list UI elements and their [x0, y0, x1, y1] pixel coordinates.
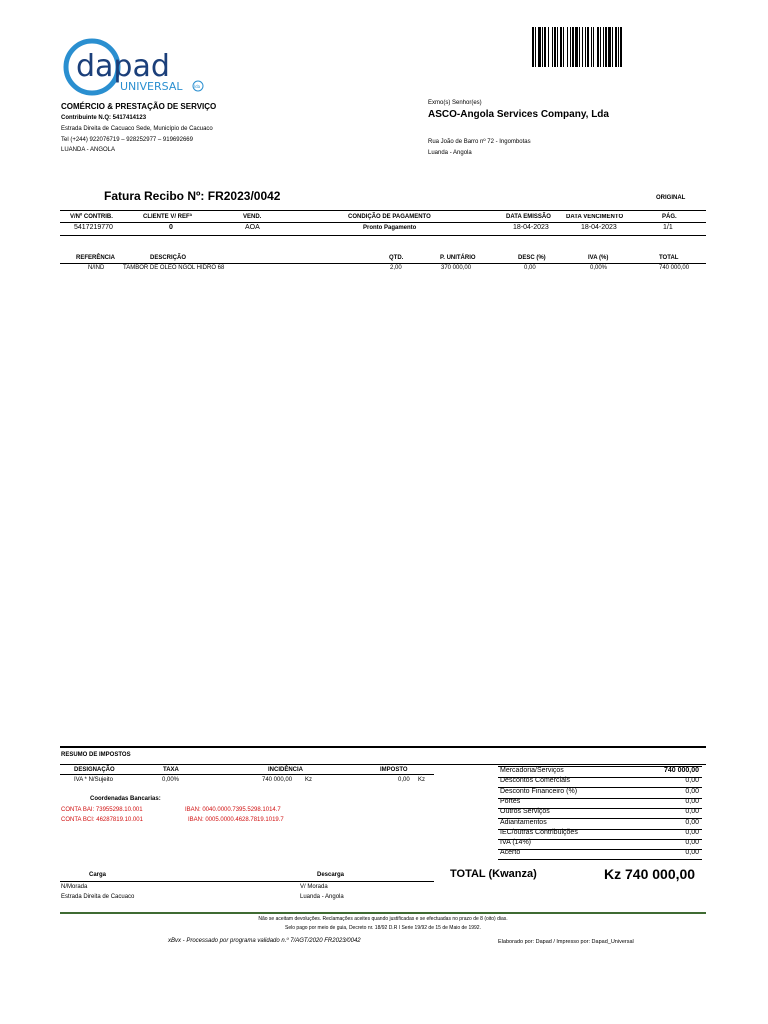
- bank-title: Coordenadas Bancarias:: [90, 796, 161, 802]
- carga-address: Estrada Direita de Cacuaco: [61, 894, 135, 900]
- descarga-label: Descarga: [317, 872, 345, 878]
- summary-row-label: Portes: [500, 797, 521, 805]
- value-data-emissao: 18-04-2023: [513, 224, 549, 231]
- tax-imposto-unit: Kz: [418, 777, 426, 783]
- company-address: Estrada Direita de Cacuaco Sede, Município de Cacuaco: [61, 126, 213, 132]
- summary-row-value: 0,00: [685, 828, 699, 836]
- col-descricao: DESCRIÇÃO: [150, 255, 187, 261]
- col-p-unitario: P. UNITÁRIO: [440, 255, 476, 261]
- tax-col-taxa: TAXA: [163, 767, 179, 773]
- summary-row-label: Descontos Comerciais: [500, 777, 571, 785]
- value-contrib: 5417219770: [74, 224, 113, 231]
- summary-row-value: 0,00: [685, 808, 699, 816]
- footer-software: xBvx - Processado por programa validado n.º 7/AGT/2020 FR2023/0042: [168, 938, 361, 944]
- client-address: Rua João de Barro nº 72 - Ingombotas: [428, 139, 531, 145]
- tax-designacao: IVA * N/Sujeito: [74, 777, 113, 783]
- barcode: [532, 27, 704, 67]
- taxes-title: RESUMO DE IMPOSTOS: [61, 752, 131, 758]
- summary-row-label: Adiantamentos: [500, 818, 547, 826]
- summary-row: [498, 849, 702, 860]
- bank-iban-bai: IBAN: 0040.0000.7395.5298.1014.7: [185, 807, 281, 813]
- summary-row-value: 0,00: [685, 818, 699, 826]
- col-total: TOTAL: [659, 255, 679, 261]
- invoice-title: Fatura Recibo Nº: FR2023/0042: [104, 189, 281, 203]
- summary-row-value: 0,00: [685, 849, 699, 857]
- descarga-address: Luanda - Angola: [300, 894, 344, 900]
- company-name: COMÉRCIO & PRESTAÇÃO DE SERVIÇO: [61, 102, 217, 111]
- carga-address-label: N/Morada: [61, 884, 88, 890]
- col-referencia: REFERÊNCIA: [76, 255, 116, 261]
- total-label: TOTAL (Kwanza): [450, 868, 537, 880]
- tax-col-designacao: DESIGNAÇÃO: [74, 767, 115, 773]
- col-iva: IVA (%): [588, 255, 609, 261]
- carga-label: Carga: [89, 872, 107, 878]
- row-iva: 0,00%: [590, 265, 608, 271]
- summary-row-value: 0,00: [685, 839, 699, 847]
- value-condicao: Pronto Pagamento: [363, 225, 417, 231]
- value-data-vencimento: 18-04-2023: [581, 224, 617, 231]
- row-referencia: N/IND: [88, 265, 105, 271]
- summary-row-label: Desconto Financeiro (%): [500, 787, 578, 795]
- col-data-vencimento: DATA VENCIMENTO: [566, 214, 624, 220]
- svg-text:dapad: dapad: [76, 49, 170, 84]
- company-logo: [62, 34, 212, 100]
- summary-row-label: Outros Serviços: [500, 808, 550, 816]
- footer-note-stamp: Selo pago por meio de guia, Decreto nr. 18/92 D.R I Serie 19/92 de 15 de Maio de 1992.: [285, 925, 481, 931]
- invoice-copy: ORIGINAL: [656, 195, 686, 201]
- tax-taxa: 0,00%: [162, 777, 180, 783]
- summary-row-label: IVA (14%): [500, 839, 531, 847]
- summary-row-value: 0,00: [685, 797, 699, 805]
- client-salutation: Exmo(s) Senhor(es): [428, 100, 482, 106]
- summary-row-value: 0,00: [685, 787, 699, 795]
- footer-note-returns: Não se aceitam devoluções. Reclamações aceites quando justificadas e se efectuadas no prazo de 8 (oito) dias.: [258, 916, 508, 922]
- value-vend: AOA: [245, 224, 260, 231]
- company-city: LUANDA - ANGOLA: [61, 147, 116, 153]
- client-name: ASCO-Angola Services Company, Lda: [428, 109, 609, 120]
- bank-account-bci: CONTA BCI: 46287819.10.001: [61, 817, 143, 823]
- tax-imposto: 0,00: [398, 777, 410, 783]
- bank-account-bai: CONTA BAI: 73955298.10.001: [61, 807, 143, 813]
- svg-text:lda: lda: [194, 84, 201, 89]
- company-phone: Tel (+244) 922076719 – 928252977 – 919692669: [61, 137, 193, 143]
- value-pag: 1/1: [663, 224, 673, 231]
- summary-row-value: 740 000,00: [663, 767, 699, 774]
- row-total: 740 000,00: [659, 265, 690, 271]
- bank-iban-bci: IBAN: 0005.0000.4628.7819.1019.7: [188, 817, 284, 823]
- col-desc: DESC (%): [518, 255, 546, 261]
- row-p-unitario: 370 000,00: [441, 265, 472, 271]
- row-desc: 0,00: [524, 265, 536, 271]
- col-vend: VEND.: [243, 214, 262, 220]
- tax-incidencia-unit: Kz: [305, 777, 313, 783]
- row-qtd: 2,00: [390, 265, 402, 271]
- summary-row-label: Mercadoria/Serviços: [500, 767, 564, 774]
- company-contribuinte: Contribuinte N.Q: 5417414123: [61, 115, 147, 121]
- col-condicao: CONDIÇÃO DE PAGAMENTO: [348, 214, 431, 220]
- summary-row-label: Acerto: [500, 849, 521, 857]
- footer-made-by: Elaborado por: Dapad / Impresso por: Dapad_Universal: [498, 939, 634, 945]
- col-pag: PÁG.: [662, 214, 677, 220]
- summary-row-label: IEC/outras Contribuições: [500, 828, 578, 836]
- tax-col-incidencia: INCIDÊNCIA: [268, 767, 304, 773]
- col-cliente-ref: CLIENTE V/ REFª: [143, 214, 192, 220]
- client-city: Luanda - Angola: [428, 150, 472, 156]
- row-descricao: TAMBOR DE OLEO NGOL HIDRO 68: [123, 265, 225, 271]
- tax-col-imposto: IMPOSTO: [380, 767, 408, 773]
- footer-divider: [60, 912, 706, 914]
- descarga-address-label: V/ Morada: [300, 884, 328, 890]
- col-data-emissao: DATA EMISSÃO: [506, 214, 551, 220]
- barcode-bar: [622, 27, 623, 67]
- tax-incidencia: 740 000,00: [262, 777, 293, 783]
- value-cliente-ref: 0: [169, 224, 173, 231]
- total-value: Kz 740 000,00: [604, 866, 696, 882]
- col-qtd: QTD.: [389, 255, 404, 261]
- col-contrib: V/Nº CONTRIB.: [70, 214, 113, 220]
- summary-row-value: 0,00: [685, 777, 699, 785]
- svg-text:UNIVERSAL: UNIVERSAL: [120, 80, 183, 93]
